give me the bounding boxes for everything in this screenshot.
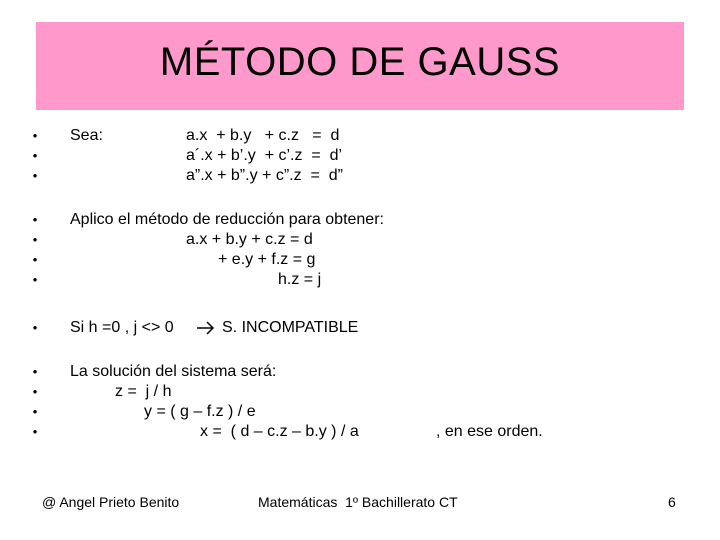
- footer-page-number: 6: [668, 494, 676, 510]
- bullet: •: [32, 364, 38, 379]
- solution-x: x = ( d – c.z – b.y ) / a: [200, 423, 359, 440]
- equation-1: a.x + b.y + c.z = d: [186, 127, 340, 144]
- solution-y: y = ( g – f.z ) / e: [144, 403, 256, 420]
- reduced-equation-2: + e.y + f.z = g: [218, 251, 316, 268]
- bullet: •: [32, 232, 38, 247]
- sea-label: Sea:: [70, 127, 103, 144]
- incompatible-label: S. INCOMPATIBLE: [222, 319, 359, 336]
- footer-course: Matemáticas 1º Bachillerato CT: [258, 494, 458, 510]
- title-banner: [36, 22, 684, 110]
- solution-z: z = j / h: [115, 383, 172, 400]
- reduction-intro: Aplico el método de reducción para obtener:: [70, 211, 384, 228]
- reduced-equation-1: a.x + b.y + c.z = d: [186, 231, 313, 248]
- solution-intro: La solución del sistema será:: [70, 363, 277, 380]
- right-arrow-icon: [196, 319, 216, 337]
- bullet: •: [32, 320, 38, 335]
- bullet: •: [32, 384, 38, 399]
- incompatible-condition: Si h =0 , j <> 0: [70, 319, 174, 336]
- bullet: •: [32, 148, 38, 163]
- bullet: •: [32, 424, 38, 439]
- bullet: •: [32, 168, 38, 183]
- equation-3: a”.x + b”.y + c”.z = d”: [186, 167, 343, 184]
- bullet: •: [32, 404, 38, 419]
- slide-title: MÉTODO DE GAUSS: [159, 40, 561, 84]
- solution-order-note: , en ese orden.: [436, 423, 543, 440]
- bullet: •: [32, 252, 38, 267]
- footer-author: @ Angel Prieto Benito: [42, 494, 180, 510]
- reduced-equation-3: h.z = j: [278, 271, 322, 288]
- bullet: •: [32, 272, 38, 287]
- equation-2: a´.x + b’.y + c’.z = d’: [186, 147, 343, 164]
- bullet: •: [32, 212, 38, 227]
- bullet: •: [32, 128, 38, 143]
